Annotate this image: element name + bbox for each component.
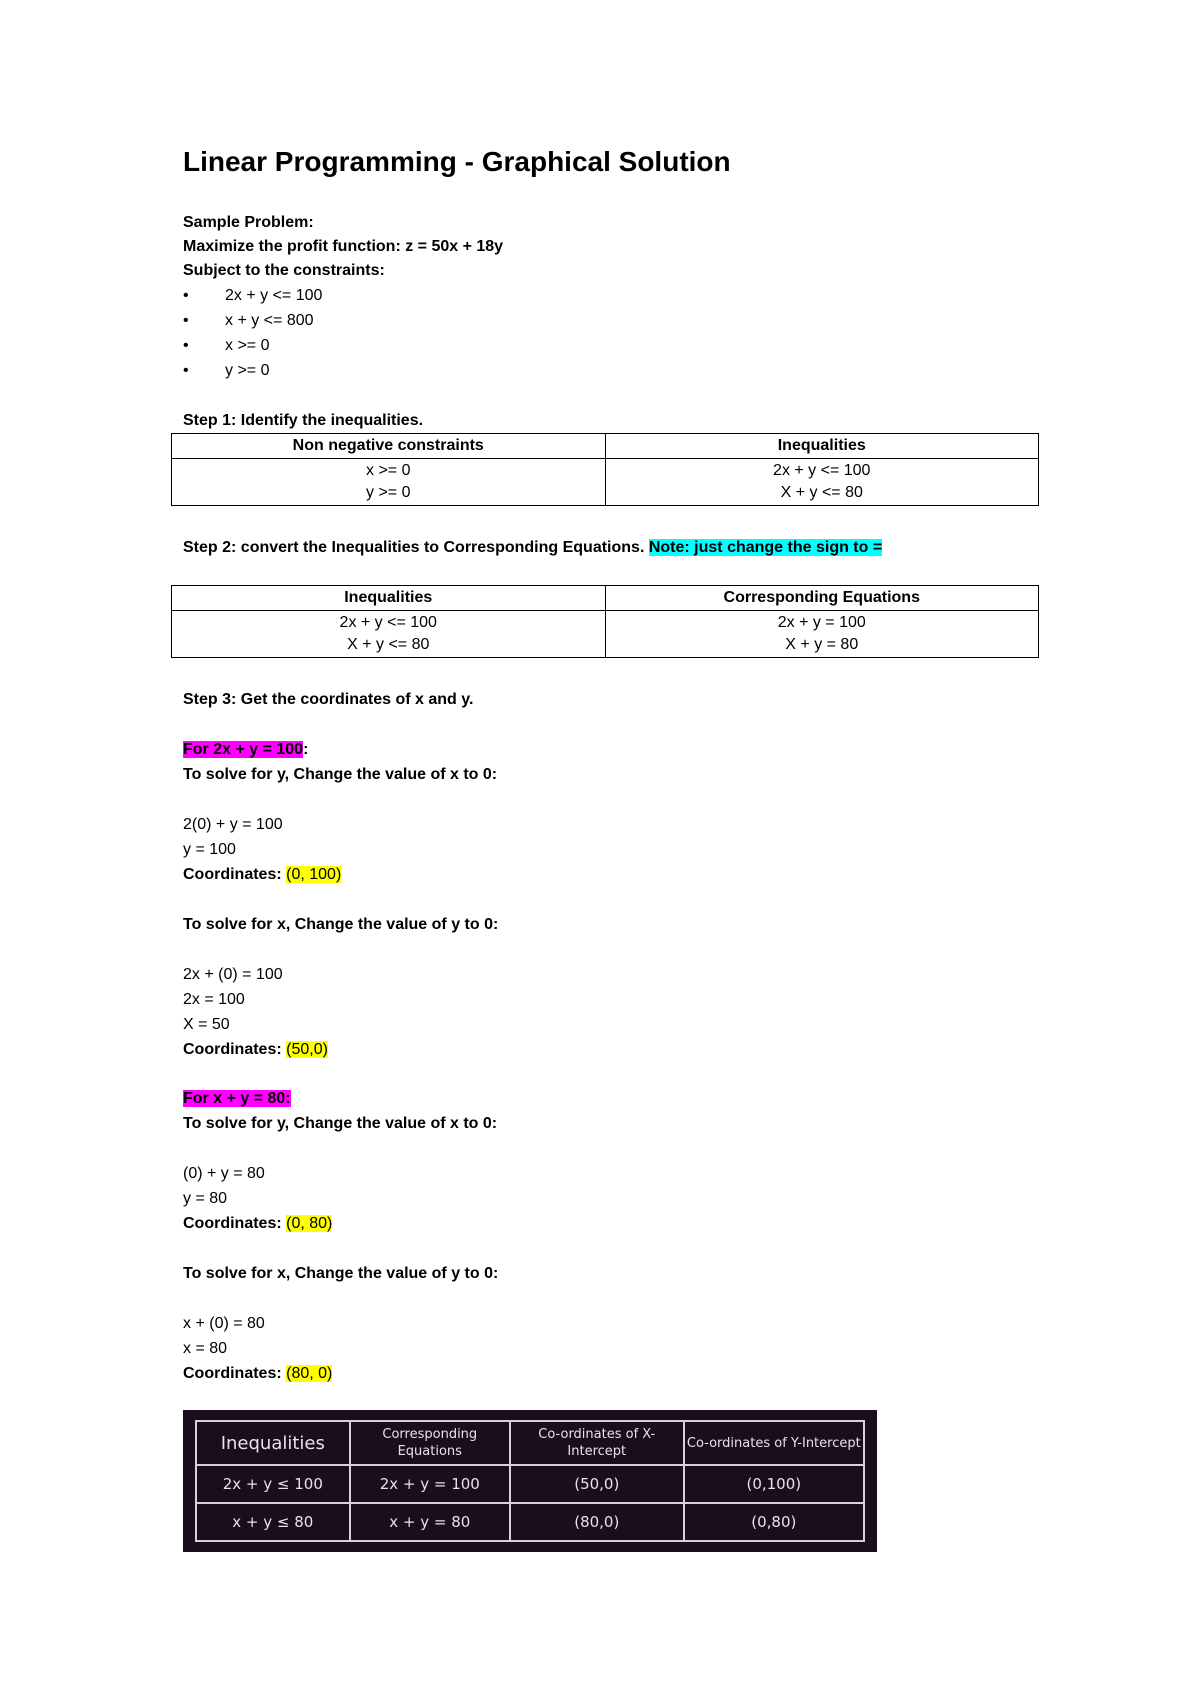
summary-cell: 2x + y = 100 <box>350 1465 510 1503</box>
step1-table <box>171 433 1039 506</box>
table-header: Inequalities <box>172 586 606 611</box>
eq2-solve-x: To solve for x, Change the value of y to 0: <box>183 1265 499 1282</box>
table-cell: 2x + y <= 100 X + y <= 80 <box>605 459 1039 506</box>
summary-header: Inequalities <box>196 1421 350 1465</box>
table-header: Non negative constraints <box>172 434 606 459</box>
eq1-x-line: 2x + (0) = 100 <box>183 966 283 983</box>
eq2-x-line: x = 80 <box>183 1340 228 1357</box>
step2-line <box>183 537 882 559</box>
summary-cell: 2x + y ≤ 100 <box>196 1465 350 1503</box>
eq1-solve-y: To solve for y, Change the value of x to 0: <box>183 766 498 783</box>
eq1-x-coord-line: Coordinates: (50,0) <box>183 1041 328 1058</box>
table-cell: 2x + y <= 100 X + y <= 80 <box>172 611 606 658</box>
eq2-x-coord: (80, 0) <box>286 1365 333 1382</box>
constraint-item: • 2x + y <= 100 <box>183 285 322 307</box>
summary-cell: x + y ≤ 80 <box>196 1503 350 1541</box>
eq1-y-coord-line: Coordinates: (0, 100) <box>183 866 342 883</box>
table-header: Corresponding Equations <box>605 586 1039 611</box>
table-cell: 2x + y = 100 X + y = 80 <box>605 611 1039 658</box>
problem-heading: Sample Problem: <box>183 214 314 231</box>
eq2-x-line: x + (0) = 80 <box>183 1315 265 1332</box>
bullet-icon: • <box>183 287 189 304</box>
eq1-x-line: X = 50 <box>183 1016 230 1033</box>
eq1-y-line: y = 100 <box>183 841 236 858</box>
eq1-x-line: 2x = 100 <box>183 991 245 1008</box>
bullet-icon: • <box>183 312 189 329</box>
table-cell: x >= 0 y >= 0 <box>172 459 606 506</box>
step2-heading: Step 2: convert the Inequalities to Corresponding Equations. <box>183 539 645 556</box>
eq2-x-coord-line: Coordinates: (80, 0) <box>183 1365 333 1382</box>
eq1-label: For 2x + y = 100 <box>183 741 304 758</box>
summary-table-image <box>183 1410 877 1552</box>
summary-cell: x + y = 80 <box>350 1503 510 1541</box>
summary-cell: (0,100) <box>684 1465 864 1503</box>
eq2-y-coord-line: Coordinates: (0, 80) <box>183 1215 333 1232</box>
step2-table <box>171 585 1039 658</box>
eq1-x-coord: (50,0) <box>286 1041 328 1058</box>
summary-cell: (50,0) <box>510 1465 684 1503</box>
eq2-label-line <box>183 1088 291 1110</box>
summary-header: Co-ordinates of Y-Intercept <box>684 1421 864 1465</box>
constraints-heading: Subject to the constraints: <box>183 262 385 279</box>
bullet-icon: • <box>183 337 189 354</box>
constraint-item: • x >= 0 <box>183 335 269 357</box>
eq2-solve-y: To solve for y, Change the value of x to 0: <box>183 1115 498 1132</box>
eq1-y-coord: (0, 100) <box>286 866 342 883</box>
constraint-item: • x + y <= 800 <box>183 310 314 332</box>
step1-heading: Step 1: Identify the inequalities. <box>183 412 424 429</box>
constraint-item: • y >= 0 <box>183 360 269 382</box>
table-header: Inequalities <box>605 434 1039 459</box>
objective-function: Maximize the profit function: z = 50x + 18y <box>183 238 504 255</box>
summary-cell: (0,80) <box>684 1503 864 1541</box>
eq1-label-line: For 2x + y = 100: <box>183 741 309 758</box>
eq2-y-coord: (0, 80) <box>286 1215 333 1232</box>
eq1-solve-x: To solve for x, Change the value of y to 0: <box>183 916 499 933</box>
eq2-y-line: (0) + y = 80 <box>183 1165 265 1182</box>
summary-header: Corresponding Equations <box>350 1421 510 1465</box>
summary-cell: (80,0) <box>510 1503 684 1541</box>
summary-header: Co-ordinates of X- Intercept <box>510 1421 684 1465</box>
page-title: Linear Programming - Graphical Solution <box>183 146 731 177</box>
bullet-icon: • <box>183 362 189 379</box>
step2-note: Note: just change the sign to = <box>648 539 883 556</box>
eq2-label: For x + y = 80: <box>183 1090 291 1107</box>
step3-heading: Step 3: Get the coordinates of x and y. <box>183 691 474 708</box>
eq2-y-line: y = 80 <box>183 1190 228 1207</box>
eq1-y-line: 2(0) + y = 100 <box>183 816 283 833</box>
